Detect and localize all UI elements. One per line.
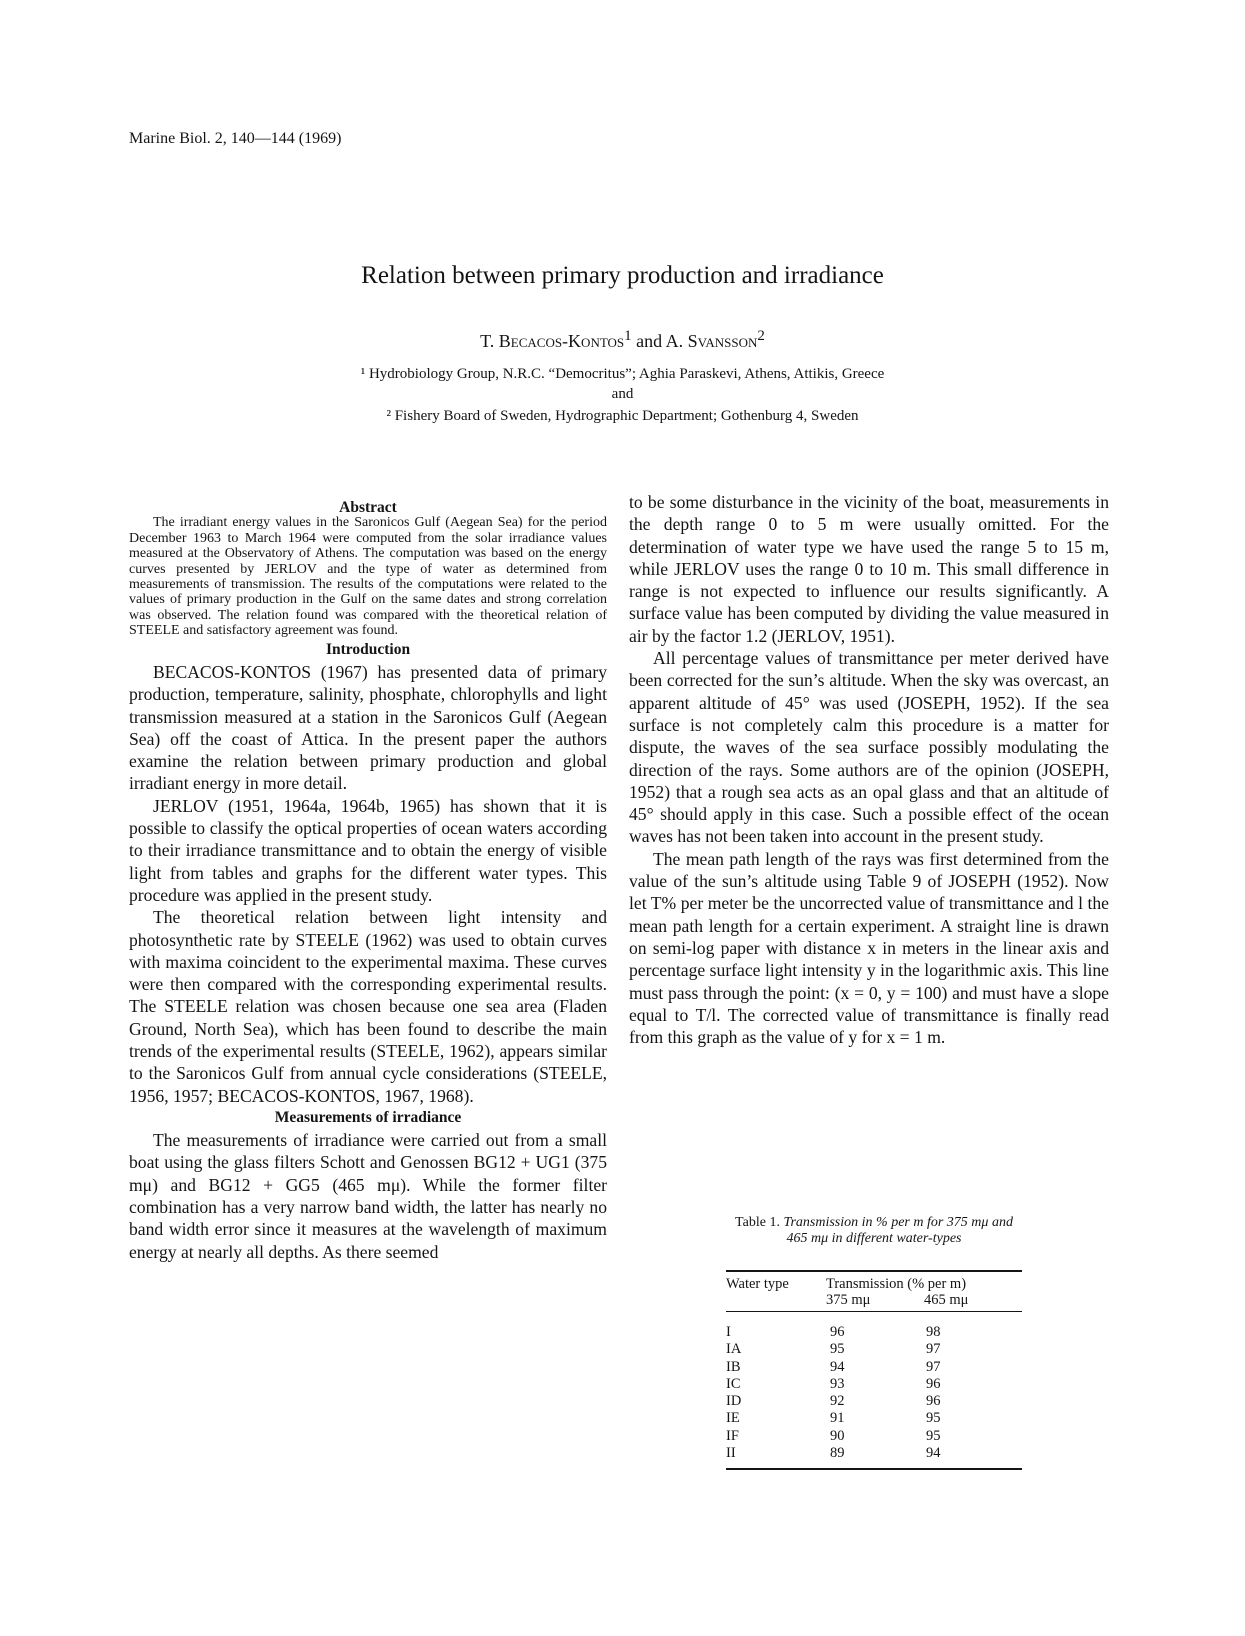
table-row xyxy=(726,1393,1022,1410)
cell-water-type: ID xyxy=(726,1393,742,1410)
header-375: 375 mμ xyxy=(826,1292,871,1308)
abstract-section xyxy=(129,500,607,639)
table-row xyxy=(726,1324,1022,1341)
transmission-table xyxy=(726,1270,1022,1470)
cell-465: 96 xyxy=(926,1375,941,1392)
cell-375: 94 xyxy=(830,1358,845,1375)
cell-water-type: IF xyxy=(726,1427,739,1444)
cell-water-type: IB xyxy=(726,1358,741,1375)
cell-water-type: IE xyxy=(726,1410,740,1427)
cell-water-type: IA xyxy=(726,1341,742,1358)
cell-water-type: I xyxy=(726,1324,731,1340)
intro-paragraph-1: BECACOS-KONTOS (1967) has presented data of primary production, temperature, salinity, phosphate, chlorophylls and light transmission measured at a station in the Saronicos Gulf (Aegean Sea) off the coast of Attica. In the present paper the authors examine the relation between primary production and global irradiant energy in more detail. xyxy=(129,661,607,794)
table-caption-text: Transmission in % per m for 375 mμ and 465 mμ in different water-types xyxy=(783,1215,1013,1246)
author-conjunction: and A. xyxy=(631,331,688,351)
table-body xyxy=(726,1312,1022,1468)
right-column xyxy=(629,491,1109,1048)
table-row xyxy=(726,1445,1022,1462)
affiliation-2: ² Fishery Board of Sweden, Hydrographic Department; Gothenburg 4, Sweden xyxy=(386,408,859,424)
cell-465: 94 xyxy=(926,1445,941,1462)
table-row xyxy=(726,1376,1022,1393)
table-bottom-rule xyxy=(726,1468,1022,1470)
header-subcolumns xyxy=(826,1292,1022,1308)
cell-465: 95 xyxy=(926,1427,941,1444)
author2-name: Svansson xyxy=(687,331,758,351)
table-row xyxy=(726,1359,1022,1376)
author2-affil-mark: 2 xyxy=(757,328,765,344)
cell-465: 95 xyxy=(926,1410,941,1427)
table-row xyxy=(726,1410,1022,1427)
journal-reference: Marine Biol. 2, 140—144 (1969) xyxy=(129,130,342,147)
measurements-heading: Measurements of irradiance xyxy=(274,1108,462,1126)
right-paragraph-1: to be some disturbance in the vicinity of the boat, measurements in the depth range 0 to 5 m were usually omitted. For the determination of water type we have used the range 5 to 15 m, while JERLOV uses the range 0 to 10 m. This small difference in range is not expected to influence our results significantly. A surface value has been computed by dividing the value measured in air by the factor 1.2 (JERLOV, 1951). xyxy=(629,492,1109,646)
cell-375: 90 xyxy=(830,1427,845,1444)
author1-affil-mark: 1 xyxy=(624,328,632,344)
abstract-heading: Abstract xyxy=(339,499,397,516)
header-465: 465 mμ xyxy=(924,1292,969,1308)
cell-375: 93 xyxy=(830,1375,845,1392)
author1-initial: T. xyxy=(480,331,499,351)
affiliation-and: and xyxy=(611,386,634,402)
cell-water-type: II xyxy=(726,1445,736,1462)
header-transmission-group xyxy=(826,1276,1022,1308)
right-paragraph-2: All percentage values of transmittance per meter derived have been corrected for the sun’s altitude. When the sky was overcast, an apparent altitude of 45° was used (JOSEPH, 1952). If the sea surface is not completely calm this procedure is a matter for dispute, the waves of the sea surface possibly modulating the direction of the rays. Some authors are of the opinion (JOSEPH, 1952) that a rough sea acts as an opal glass and that an altitude of 45° should apply in this case. Such a possible effect of the ocean waves has not been taken into account in the present study. xyxy=(629,648,1109,847)
cell-375: 92 xyxy=(830,1393,845,1410)
cell-465: 98 xyxy=(926,1324,941,1340)
left-column xyxy=(129,500,607,1263)
cell-375: 96 xyxy=(830,1324,845,1340)
introduction-heading: Introduction xyxy=(325,640,411,658)
cell-water-type: IC xyxy=(726,1375,741,1392)
header-water-type: Water type xyxy=(726,1276,789,1292)
table-row xyxy=(726,1341,1022,1358)
cell-375: 91 xyxy=(830,1410,845,1427)
cell-465: 97 xyxy=(926,1341,941,1358)
cell-465: 97 xyxy=(926,1358,941,1375)
cell-375: 95 xyxy=(830,1341,845,1358)
table-caption xyxy=(726,1215,1022,1246)
intro-paragraph-3: The theoretical relation between light intensity and photosynthetic rate by STEELE (1962) was used to obtain curves with maxima coincident to the experimental maxima. These curves were then compared with the corresponding experimental results. The STEELE relation was chosen because one sea area (Fladen Ground, North Sea), which has been found to describe the main trends of the experimental results (STEELE, 1962), appears similar to the Saronicos Gulf from annual cycle considerations (STEELE, 1956, 1957; BECACOS-KONTOS, 1967, 1968). xyxy=(129,907,607,1106)
cell-375: 89 xyxy=(830,1445,845,1462)
right-paragraph-3: The mean path length of the rays was first determined from the value of the sun’s altitude using Table 9 of JOSEPH (1952). Now let T% per meter be the uncorrected value of transmittance and l the mean path length for a certain experiment. A straight line is drawn on semi-log paper with distance x in meters in the linear axis and percentage surface light intensity y in the logarithmic axis. This line must pass through the point: (x = 0, y = 100) and must have a slope equal to T/l. The corrected value of transmittance is finally read from this graph as the value of y for x = 1 m. xyxy=(629,848,1109,1048)
cell-465: 96 xyxy=(926,1393,941,1410)
table-row xyxy=(726,1428,1022,1445)
table-header xyxy=(726,1272,1022,1308)
intro-paragraph-2: JERLOV (1951, 1964a, 1964b, 1965) has shown that it is possible to classify the optical properties of ocean waters according to their irradiance transmittance and to obtain the energy of visible light from tables and graphs for the different water types. This procedure was applied in the present study. xyxy=(129,795,607,905)
measurements-paragraph-1: The measurements of irradiance were carried out from a small boat using the glass filters Schott and Genossen BG12 + UG1 (375 mμ) and BG12 + GG5 (465 mμ). While the former filter combination has a very narrow band width, the latter has nearly no band width error since it measures at the wavelength of maximum energy at nearly all depths. As there seemed xyxy=(129,1130,607,1262)
abstract-text: The irradiant energy values in the Saronicos Gulf (Aegean Sea) for the period December 1963 to March 1964 were computed from the solar irradiance values measured at the Observatory of Athens. The computation was based on the energy curves presented by JERLOV and the type of water as determined from measurements of transmission. The results of the computations were related to the values of primary production in the Gulf on the same dates and strong correlation was observed. The relation found was compared with the theoretical relation of STEELE and satisfactory agreement was found. xyxy=(129,515,607,639)
affiliation-1: ¹ Hydrobiology Group, N.R.C. “Democritus”; Aghia Paraskevi, Athens, Attikis, Greece xyxy=(360,366,885,382)
author-line xyxy=(0,328,1245,352)
author1-name: Becacos-Kontos xyxy=(498,331,625,351)
table-caption-label: Table 1. xyxy=(735,1215,784,1230)
header-transmission: Transmission (% per m) xyxy=(826,1276,967,1292)
paper-title: Relation between primary production and irradiance xyxy=(361,262,884,289)
